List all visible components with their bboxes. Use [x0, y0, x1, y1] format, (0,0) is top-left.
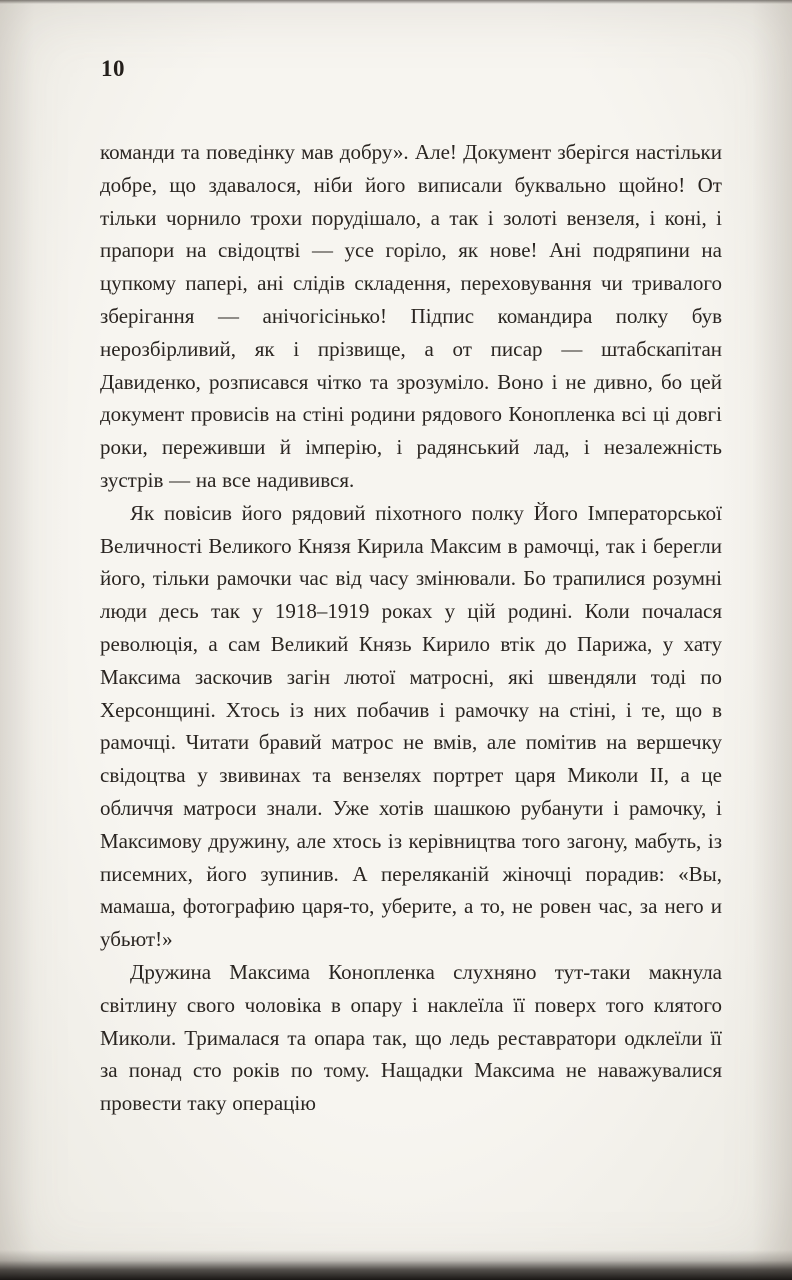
page-number: 10	[101, 56, 125, 81]
scan-right-shade	[752, 0, 792, 1280]
body-text	[100, 136, 722, 1120]
scan-bottom-edge	[0, 1250, 792, 1280]
paragraph: Дружина Максима Конопленка слухняно тут-таки макнула світлину свого чоловіка в опару і наклеїла її поверх того клятого Миколи. Трималася та опара так, що ледь реставратори одклеїли її за понад сто років по тому. Нащадки Максима не наважувалися провести таку операцію	[100, 959, 722, 1116]
paragraph: Як повісив його рядовий піхотного полку Його Імператорської Величності Великого Князя Кирила Максим в рамочці, так і берегли його, тільки рамочки час від часу змінювали. Бо трапилися розумні люди десь так у 1918–1919 роках у цій родині. Коли почалася революція, а сам Великий Князь Кирило втік до Парижа, у хату Максима заскочив загін лютої матросні, які швендяли тоді по Херсонщині. Хтось із них побачив і рамочку на стіні, і те, що в рамочці. Читати бравий матрос не вмів, але помітив на вершечку свідоцтва у звивинах та вензелях портрет царя Миколи II, а це обличчя матроси знали. Уже хотів шашкою рубанути і рамочку, і Максимову дружину, але хтось із керівництва того загону, мабуть, із писемних, його зупинив. А переляканій жіночці порадив: «Вы, мамаша, фотографию царя-то, уберите, а то, не ровен час, за него и убьют!»	[100, 500, 722, 952]
paragraph-continuation: команди та поведінку мав добру». Але! Документ зберігся настільки добре, що здавалося, ніби його виписали буквально щойно! От тільки чорнило трохи порудішало, а так і золоті вензеля, і коні, і прапори на свідоцтві — усе горіло, як нове! Ані подряпини на цупкому папері, ані слідів складення, переховування чи тривалого зберігання — анічогісінько! Підпис командира полку був нерозбірливий, як і прізвище, а от писар — штабскапітан Давиденко, розписався чітко та зрозуміло. Воно і не дивно, бо цей документ провисів на стіні родини рядового Конопленка всі ці довгі роки, переживши й імперію, і радянський лад, і незалежність зустрів — на все надивився.	[100, 140, 722, 492]
scan-left-shade	[0, 0, 34, 1280]
scan-top-edge	[0, 0, 792, 4]
